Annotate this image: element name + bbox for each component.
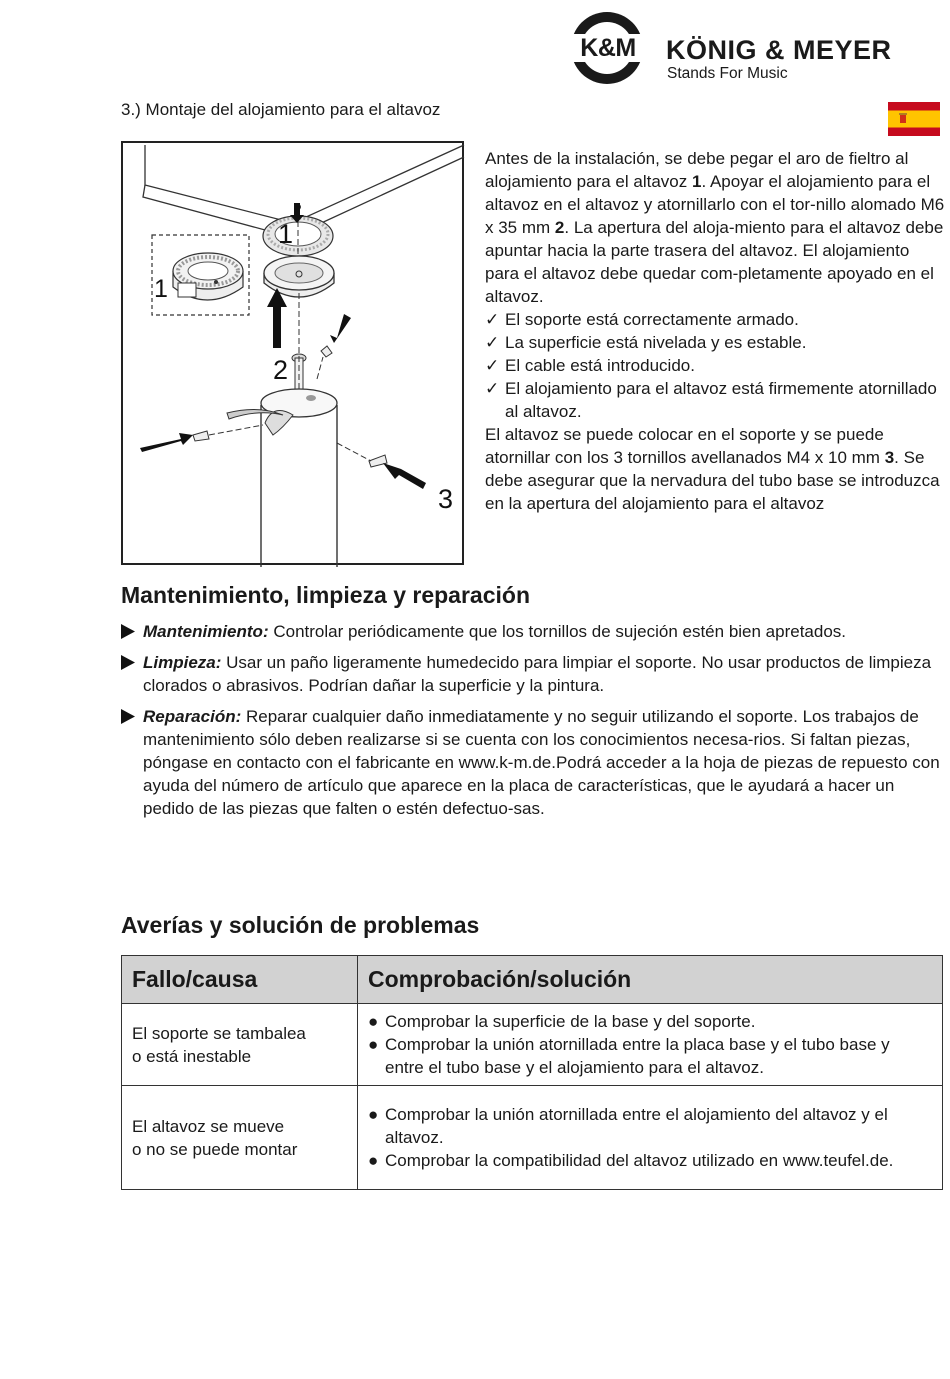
column-header-solution: Comprobación/solución <box>358 956 943 1004</box>
table-row <box>122 1004 943 1086</box>
repair-item: Reparación: Reparar cualquier daño inmediatamente y no seguir utilizando el soporte. Los trabajos de mantenimiento sólo deben realizarse si se cuenta con los conocimientos necesa-rios. Si faltan piezas, póngase en contacto con el fabricante en www.k-m.de.Podrá acceder a la hoja de piezas de repuesto con ayuda del número de artículo que aparece en la placa de características, que le ayudará a hacer un pedido de las piezas que falten o estén defectuo-sas. <box>121 705 941 820</box>
column-header-cause: Fallo/causa <box>122 956 358 1004</box>
solution-item: ● Comprobar la superficie de la base y del soporte. <box>368 1012 756 1031</box>
fault-solutions <box>358 1004 943 1086</box>
troubleshooting-heading: Averías y solución de problemas <box>121 912 480 938</box>
checklist-item: ✓ El alojamiento para el altavoz está firmemente atornillado al altavoz. <box>485 379 937 421</box>
checklist-item: ✓ El cable está introducido. <box>485 356 695 375</box>
instructions-intro: Antes de la instalación, se debe pegar el aro de fieltro al alojamiento para el altavoz 1. Apoyar el alojamiento para el altavoz en el altavoz y atornillarlo con el tor-nillo alomado M6 x 35 mm 2. La apertura del aloja-miento para el altavoz debe apuntar hacia la parte trasera del altavoz. El alojamiento para el altavoz debe quedar com-pletamente apoyado en el altavoz. <box>485 149 945 306</box>
solution-item: ● Comprobar la unión atornillada entre el alojamiento del altavoz y el altavoz. <box>368 1105 888 1147</box>
solution-item: ● Comprobar la unión atornillada entre la placa base y el tubo base y entre el tubo base y el alojamiento para el altavoz. <box>368 1035 890 1077</box>
callout-1-main: 1 <box>278 219 294 249</box>
brand-tagline: Stands For Music <box>667 65 788 82</box>
assembly-instructions <box>485 147 945 515</box>
checklist-item: ✓ La superficie está nivelada y es estable. <box>485 333 807 352</box>
brand-logo <box>566 10 946 86</box>
speaker-housing <box>264 256 334 297</box>
fault-solutions <box>358 1086 943 1190</box>
troubleshooting-table <box>121 955 943 1190</box>
fault-cause: El altavoz se mueve o no se puede montar <box>122 1086 358 1190</box>
inset-housing <box>173 253 243 300</box>
callout-2: 2 <box>273 355 289 385</box>
callout-1-inset: 1 <box>154 275 168 303</box>
maintenance-list <box>121 620 941 828</box>
triangle-bullet-icon <box>121 624 135 639</box>
check-icon: ✓ <box>485 310 500 329</box>
check-icon: ✓ <box>485 333 500 352</box>
brand-short: K&M <box>566 34 650 62</box>
checklist-item: ✓ El soporte está correctamente armado. <box>485 310 799 329</box>
assembly-figure <box>121 141 464 565</box>
table-header-row <box>122 956 943 1004</box>
bullet-icon: ● <box>368 1105 379 1124</box>
brand-company: KÖNIG & MEYER <box>666 35 892 65</box>
bullet-icon: ● <box>368 1151 379 1170</box>
instructions-outro: El altavoz se puede colocar en el soporte y se puede atornillar con los 3 tornillos avellanados M4 x 10 mm 3. Se debe asegurar que la nervadura del tubo base se introduzca en la apertura del alojamiento para el altavoz <box>485 425 940 513</box>
callout-3: 3 <box>438 484 454 514</box>
maintenance-item: Mantenimiento: Controlar periódicamente que los tornillos de sujeción estén bien apretados. <box>121 620 941 643</box>
maintenance-heading: Mantenimiento, limpieza y reparación <box>121 582 530 608</box>
cleaning-item: Limpieza: Usar un paño ligeramente humedecido para limpiar el soporte. No usar productos de limpieza clorados o abrasivos. Podrían dañar la superficie y la pintura. <box>121 651 941 697</box>
triangle-bullet-icon <box>121 655 135 670</box>
triangle-bullet-icon <box>121 709 135 724</box>
spain-flag-icon <box>888 102 940 136</box>
table-row <box>122 1086 943 1190</box>
fault-cause: El soporte se tambalea o está inestable <box>122 1004 358 1086</box>
check-icon: ✓ <box>485 379 500 398</box>
bullet-icon: ● <box>368 1035 379 1054</box>
check-icon: ✓ <box>485 356 500 375</box>
step-title: 3.) Montaje del alojamiento para el altavoz <box>121 100 441 119</box>
base-tube <box>227 389 337 567</box>
assembly-illustration <box>123 143 466 567</box>
solution-item: ● Comprobar la compatibilidad del altavoz utilizado en www.teufel.de. <box>368 1151 894 1170</box>
bullet-icon: ● <box>368 1012 379 1031</box>
